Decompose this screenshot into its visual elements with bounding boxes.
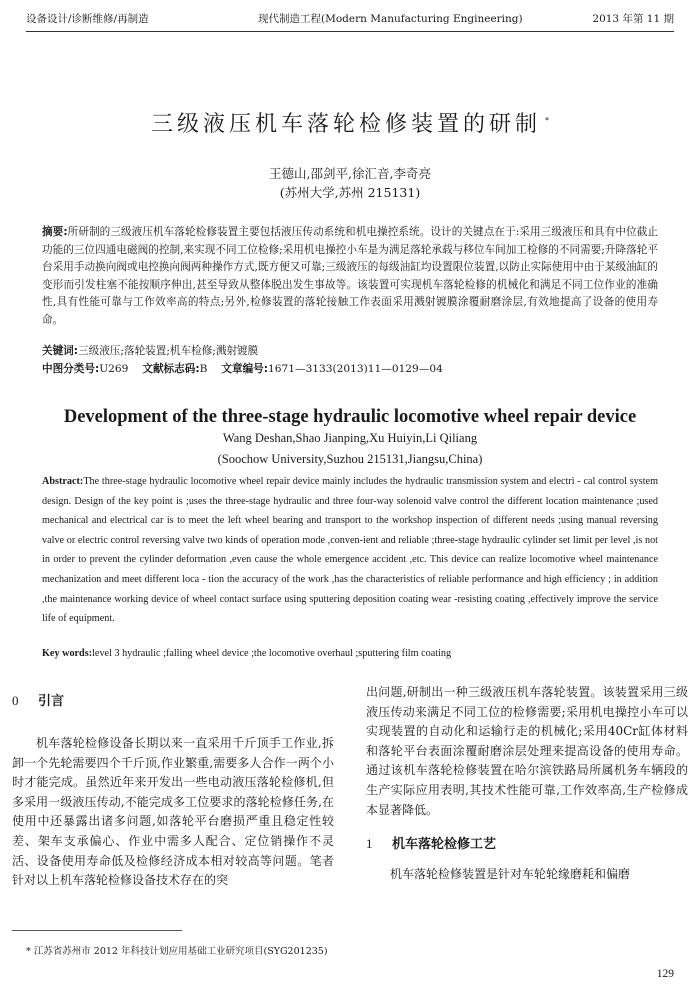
clc-label: 中图分类号: bbox=[42, 363, 100, 375]
authors-cn: 王德山,邵剑平,徐汇音,李奇亮 bbox=[269, 166, 431, 181]
header-divider bbox=[26, 31, 674, 32]
keywords-cn-label: 关键词: bbox=[42, 345, 79, 357]
journal-name: 现代制造工程(Modern Manufacturing Engineering) bbox=[258, 13, 523, 25]
affiliation-en: (Soochow University,Suzhou 215131,Jiangsu,China) bbox=[217, 452, 483, 466]
journal-section-label: 设备设计/诊断维修/再制造 bbox=[26, 13, 149, 25]
section-1-title: 机车落轮检修工艺 bbox=[392, 837, 497, 853]
section-0-continuation: 出问题,研制出一种三级液压机车落轮装置。该装置采用三级液压传动来满足不同工位的检修需要;采用机电操控小车可以实现装置的自动化和运输行走的机械化;采用40Cr缸体材料和落轮平台表面涂覆耐磨涂层处理来提高设备的使用寿命。通过该机车落轮检修装置在哈尔滨铁路局所属机务车辆段的生产实际应用表明,其技术性能可靠,工作效率高,生产检修成本显著降低。 bbox=[366, 685, 688, 817]
section-1-number: 1 bbox=[366, 836, 373, 852]
body-column-right bbox=[366, 683, 688, 885]
affiliation-cn: (苏州大学,苏州 215131) bbox=[279, 185, 421, 200]
section-0-paragraph: 机车落轮检修设备长期以来一直采用千斤顶手工作业,拆卸一个先轮需要四个千斤顶,作业繁重,需要多人合作一两个小时才能完成。虽然近年来开发出一些电动液压落轮检修机,但多采用一级液压传动,不能完成多工位要求的落轮检修任务,在使用中还暴露出诸多问题,如落轮平台磨损严重且稳定性较差、架车支承偏心、作业中需多人配合、定位销操作不灵活、设备使用寿命低及检修经济成本相对较高等问题。笔者针对以上机车落轮检修设备技术存在的突 bbox=[12, 736, 334, 888]
body-column-left bbox=[12, 683, 334, 891]
abstract-en-text: The three-stage hydraulic locomotive wheel repair device mainly includes the hydraulic transmission system and electri - cal control system design. Design of the key point is ;uses the three-stage hydraulic and three four-way solenoid valve control the different location maintenance ;used mechanical and electrical car is to meet the left wheel bearing and transport to the workshop inspection of different needs ;using manual reversing valve or electric control reversing valve two kinds of operation mode ,conven-ient and reliable ;three-stage hydraulic cylinder set limit per level ,is not in order to prevent the cylinder deformation ,even cause the whole emergence accident ,etc. This device can realize locomotive wheel maintenance mechanization and meet different loca - tion the accuracy of the work ,has the characteristics of reliable performance and high efficiency ; in addition ,the maintenance working device of wheel contact surface using sputtering deposition coating wear -resisting coating ,effectively improve the service life of equipment. bbox=[42, 476, 658, 625]
section-0-heading bbox=[12, 691, 334, 712]
abstract-en bbox=[42, 472, 658, 629]
section-1-heading bbox=[366, 834, 688, 855]
abstract-cn-text: 所研制的三级液压机车落轮检修装置主要包括液压传动系统和机电操控系统。设计的关键点在于:采用三级液压和具有中位截止功能的三位四通电磁阀的控制,来实现不同工位检修;采用机电操控小车是为满足落轮承载与移位车间加工检修的不同需要;升降落轮平台采用手动换向阀或电控换向阀两种操作方式,既方便又可靠;三级液压的每级油缸均设置限位装置,以防止实际使用中由于某级油缸的变形而引发柱塞不能按顺序伸出,甚至导致从整体脱出发生事故等。该装置可实现机车落轮检修的机械化和满足不同工位作业的准确性,具有性能可靠与工作效率高的特点;另外,检修装置的落轮接触工作表面采用溅射镀膜涂覆耐磨涂层,有效地提高了设备的使用寿命。 bbox=[42, 226, 658, 326]
funding-footnote: * 江苏省苏州市 2012 年科技计划应用基础工业研究项目(SYG201235) bbox=[26, 946, 328, 957]
article-number-label: 文章编号: bbox=[221, 363, 269, 375]
footnote-divider bbox=[12, 930, 182, 931]
section-0-title: 引言 bbox=[38, 694, 65, 709]
doc-code-value: B bbox=[199, 363, 208, 375]
keywords-en bbox=[42, 645, 658, 663]
clc-value: U269 bbox=[99, 363, 129, 375]
keywords-cn-text: 三级液压;落轮装置;机车检修;溅射镀膜 bbox=[78, 345, 259, 357]
section-0-number: 0 bbox=[12, 693, 19, 708]
doc-code-label: 文献标志码: bbox=[142, 363, 200, 375]
page-number: 129 bbox=[656, 968, 674, 980]
keywords-cn bbox=[42, 343, 658, 361]
title-footnote-mark: * bbox=[545, 115, 549, 125]
abstract-cn-label: 摘要: bbox=[42, 226, 68, 238]
keywords-en-label: Key words: bbox=[42, 648, 93, 659]
section-1-paragraph: 机车落轮检修装置是针对车轮轮缘磨耗和偏磨 bbox=[390, 867, 631, 882]
article-number-value: 1671—3133(2013)11—0129—04 bbox=[268, 363, 443, 375]
running-header bbox=[26, 10, 674, 28]
abstract-en-label: Abstract: bbox=[42, 476, 84, 487]
authors-en: Wang Deshan,Shao Jianping,Xu Huiyin,Li Qiliang bbox=[222, 431, 478, 445]
keywords-en-text: level 3 hydraulic ;falling wheel device ;the locomotive overhaul ;sputtering film coating bbox=[92, 648, 452, 659]
paper-title-cn bbox=[0, 107, 700, 138]
paper-title-cn-text: 三级液压机车落轮检修装置的研制 bbox=[150, 112, 541, 137]
issue-label: 2013 年第 11 期 bbox=[592, 13, 674, 25]
abstract-cn bbox=[42, 224, 658, 330]
classification-line bbox=[42, 361, 658, 379]
paper-title-en: Development of the three-stage hydraulic locomotive wheel repair device bbox=[63, 407, 637, 427]
